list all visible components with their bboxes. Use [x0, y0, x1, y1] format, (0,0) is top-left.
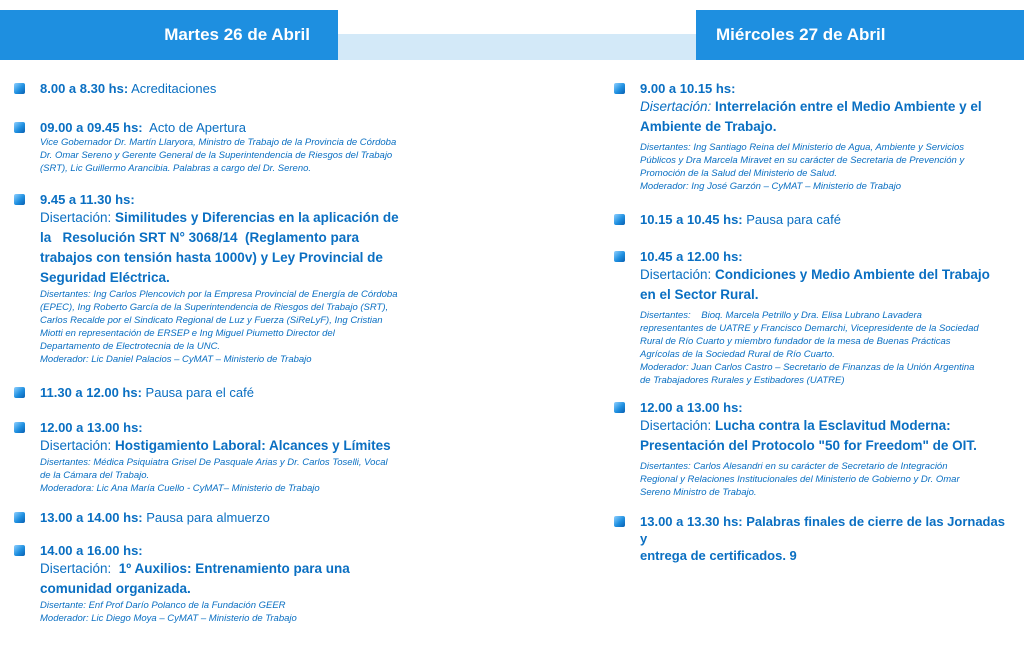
bullet-icon: [614, 83, 625, 94]
time-range: 12.00 a 13.00 hs:: [40, 420, 143, 435]
time-range: 11.30 a 12.00 hs:: [40, 385, 142, 400]
schedule-item: [14, 384, 434, 401]
detail-line: Regional y Relaciones Institucionales del Ministerio de Gobierno y Dr. Omar: [640, 474, 960, 485]
bullet-icon: [14, 83, 25, 94]
item-label: entrega de certificados. 9: [640, 548, 797, 563]
detail-line: Vice Gobernador Dr. Martín Llaryora, Ministro de Trabajo de la Provincia de Córdoba: [40, 137, 397, 148]
time-range: 10.15 a 10.45 hs:: [640, 212, 743, 227]
talk-title: Presentación del Protocolo "50 for Freedom" de OIT.: [640, 438, 977, 453]
time-range: 12.00 a 13.00 hs:: [640, 400, 743, 415]
time-range: 14.00 a 16.00 hs:: [40, 543, 143, 558]
detail-line: Moderador: Lic Daniel Palacios – CyMAT – Ministerio de Trabajo: [40, 354, 312, 365]
detail-line: Miotti en representación de ERSEP e Ing Miguel Piumetto Director del: [40, 328, 335, 339]
detail-line: (SRT), Lic Guillermo Arancibia. Palabras a cargo del Dr. Sereno.: [40, 163, 312, 174]
schedule-column-tuesday: [14, 80, 434, 625]
detail-line: de la Cámara del Trabajo.: [40, 470, 150, 481]
disertacion-label: Disertación:: [40, 210, 112, 225]
bullet-icon: [14, 545, 25, 556]
bullet-icon: [14, 512, 25, 523]
time-range: 9.00 a 10.15 hs:: [640, 81, 736, 96]
detail-line: Dr. Omar Sereno y Gerente General de la Superintendencia de Riesgos del Trabajo: [40, 150, 393, 161]
detail-line: Promoción de la Salud del Ministerio de Salud.: [640, 168, 837, 179]
detail-line: Moderadora: Lic Ana María Cuello - CyMAT– Ministerio de Trabajo: [40, 483, 320, 494]
schedule-item: [614, 80, 1014, 193]
talk-title: 1º Auxilios: Entrenamiento para una: [118, 561, 350, 576]
schedule-item: [14, 509, 434, 526]
schedule-item: [614, 211, 1014, 228]
detail-line: Sereno Ministro de Trabajo.: [640, 487, 757, 498]
day-header-tuesday: Martes 26 de Abril: [0, 10, 338, 60]
talk-title: Lucha contra la Esclavitud Moderna:: [715, 418, 951, 433]
item-label: Acreditaciones: [131, 81, 217, 96]
day-header-wednesday: Miércoles 27 de Abril: [696, 10, 1024, 60]
item-label: Acto de Apertura: [149, 120, 246, 135]
item-label: Pausa para café: [746, 212, 841, 227]
talk-title: Ambiente de Trabajo.: [640, 119, 777, 134]
detail-line: Disertantes: Ing Carlos Plencovich por la Empresa Provincial de Energía de Córdoba: [40, 289, 398, 300]
schedule-item: [14, 542, 434, 625]
detail-line: Disertantes: Ing Santiago Reina del Ministerio de Agua, Ambiente y Servicios: [640, 142, 965, 153]
detail-line: Públicos y Dra Marcela Miravet en su carácter de Secretaria de Prevención y: [640, 155, 965, 166]
disertacion-label: Disertación:: [640, 99, 712, 114]
talk-title: trabajos con tensión hasta 1000v) y Ley Provincial de: [40, 250, 383, 265]
detail-line: Moderador: Juan Carlos Castro – Secretario de Finanzas de la Unión Argentina: [640, 362, 975, 373]
time-range: 13.00 a 13.30 hs:: [640, 514, 743, 529]
detail-line: Moderador: Ing José Garzón – CyMAT – Ministerio de Trabajo: [640, 181, 902, 192]
schedule-item: [14, 80, 434, 97]
disertacion-label: Disertación:: [640, 418, 712, 433]
detail-line: Rural de Río Cuarto y miembro fundador de la mesa de Buenas Prácticas: [640, 336, 951, 347]
detail-line: (EPEC), Ing Roberto García de la Superintendencia de Riesgos del Trabajo (SRT),: [40, 302, 389, 313]
time-range: 13.00 a 14.00 hs:: [40, 510, 143, 525]
detail-line: de Trabajadores Rurales y Estibadores (UATRE): [640, 375, 845, 386]
item-label: Pausa para el café: [145, 385, 254, 400]
talk-title: Interrelación entre el Medio Ambiente y el: [715, 99, 982, 114]
detail-line: Departamento de Electrotecnia de la UNC.: [40, 341, 221, 352]
disertacion-label: Disertación:: [40, 438, 112, 453]
bullet-icon: [14, 387, 25, 398]
detail-line: representantes de UATRE y Francisco Demarchi, Vicepresidente de la Sociedad: [640, 323, 979, 334]
bullet-icon: [614, 516, 625, 527]
talk-title: Seguridad Eléctrica.: [40, 270, 170, 285]
bullet-icon: [614, 251, 625, 262]
talk-title: la Resolución SRT N° 3068/14 (Reglamento para: [40, 230, 359, 245]
talk-title: Similitudes y Diferencias en la aplicación de: [115, 210, 399, 225]
time-range: 8.00 a 8.30 hs:: [40, 81, 129, 96]
detail-line: Moderador: Lic Diego Moya – CyMAT – Ministerio de Trabajo: [40, 613, 297, 624]
schedule-item: [614, 513, 1014, 564]
talk-title: Condiciones y Medio Ambiente del Trabajo: [715, 267, 990, 282]
detail-line: Disertantes: Médica Psiquiatra Grisel De Pasquale Arias y Dr. Carlos Toselli, Vocal: [40, 457, 388, 468]
detail-line: Disertantes: Bioq. Marcela Petrillo y Dra. Elisa Lubrano Lavadera: [640, 310, 922, 321]
talk-title: Hostigamiento Laboral: Alcances y Límites: [115, 438, 391, 453]
detail-line: Disertante: Enf Prof Darío Polanco de la Fundación GEER: [40, 600, 286, 611]
item-label: Palabras finales de cierre de las Jornadas y: [640, 514, 1005, 546]
bullet-icon: [14, 194, 25, 205]
schedule-column-wednesday: [614, 80, 1014, 564]
bullet-icon: [14, 122, 25, 133]
bullet-icon: [614, 402, 625, 413]
schedule-item: [14, 119, 434, 175]
time-range: 10.45 a 12.00 hs:: [640, 249, 743, 264]
disertacion-label: Disertación:: [640, 267, 712, 282]
talk-title: en el Sector Rural.: [640, 287, 759, 302]
bullet-icon: [614, 214, 625, 225]
bullet-icon: [14, 422, 25, 433]
time-range: 9.45 a 11.30 hs:: [40, 192, 135, 207]
item-label: Pausa para almuerzo: [146, 510, 270, 525]
schedule-item: [14, 419, 434, 495]
time-range: 09.00 a 09.45 hs:: [40, 120, 143, 135]
schedule-item: [14, 191, 434, 366]
schedule-item: [614, 399, 1014, 499]
talk-title: comunidad organizada.: [40, 581, 191, 596]
detail-line: Agrícolas de la Sociedad Rural de Río Cuarto.: [640, 349, 835, 360]
schedule-item: [614, 248, 1014, 387]
disertacion-label: Disertación:: [40, 561, 112, 576]
detail-line: Carlos Recalde por el Sindicato Regional de Luz y Fuerza (SiReLyF), Ing Cristian: [40, 315, 383, 326]
detail-line: Disertantes: Carlos Alesandri en su carácter de Secretario de Integración: [640, 461, 948, 472]
